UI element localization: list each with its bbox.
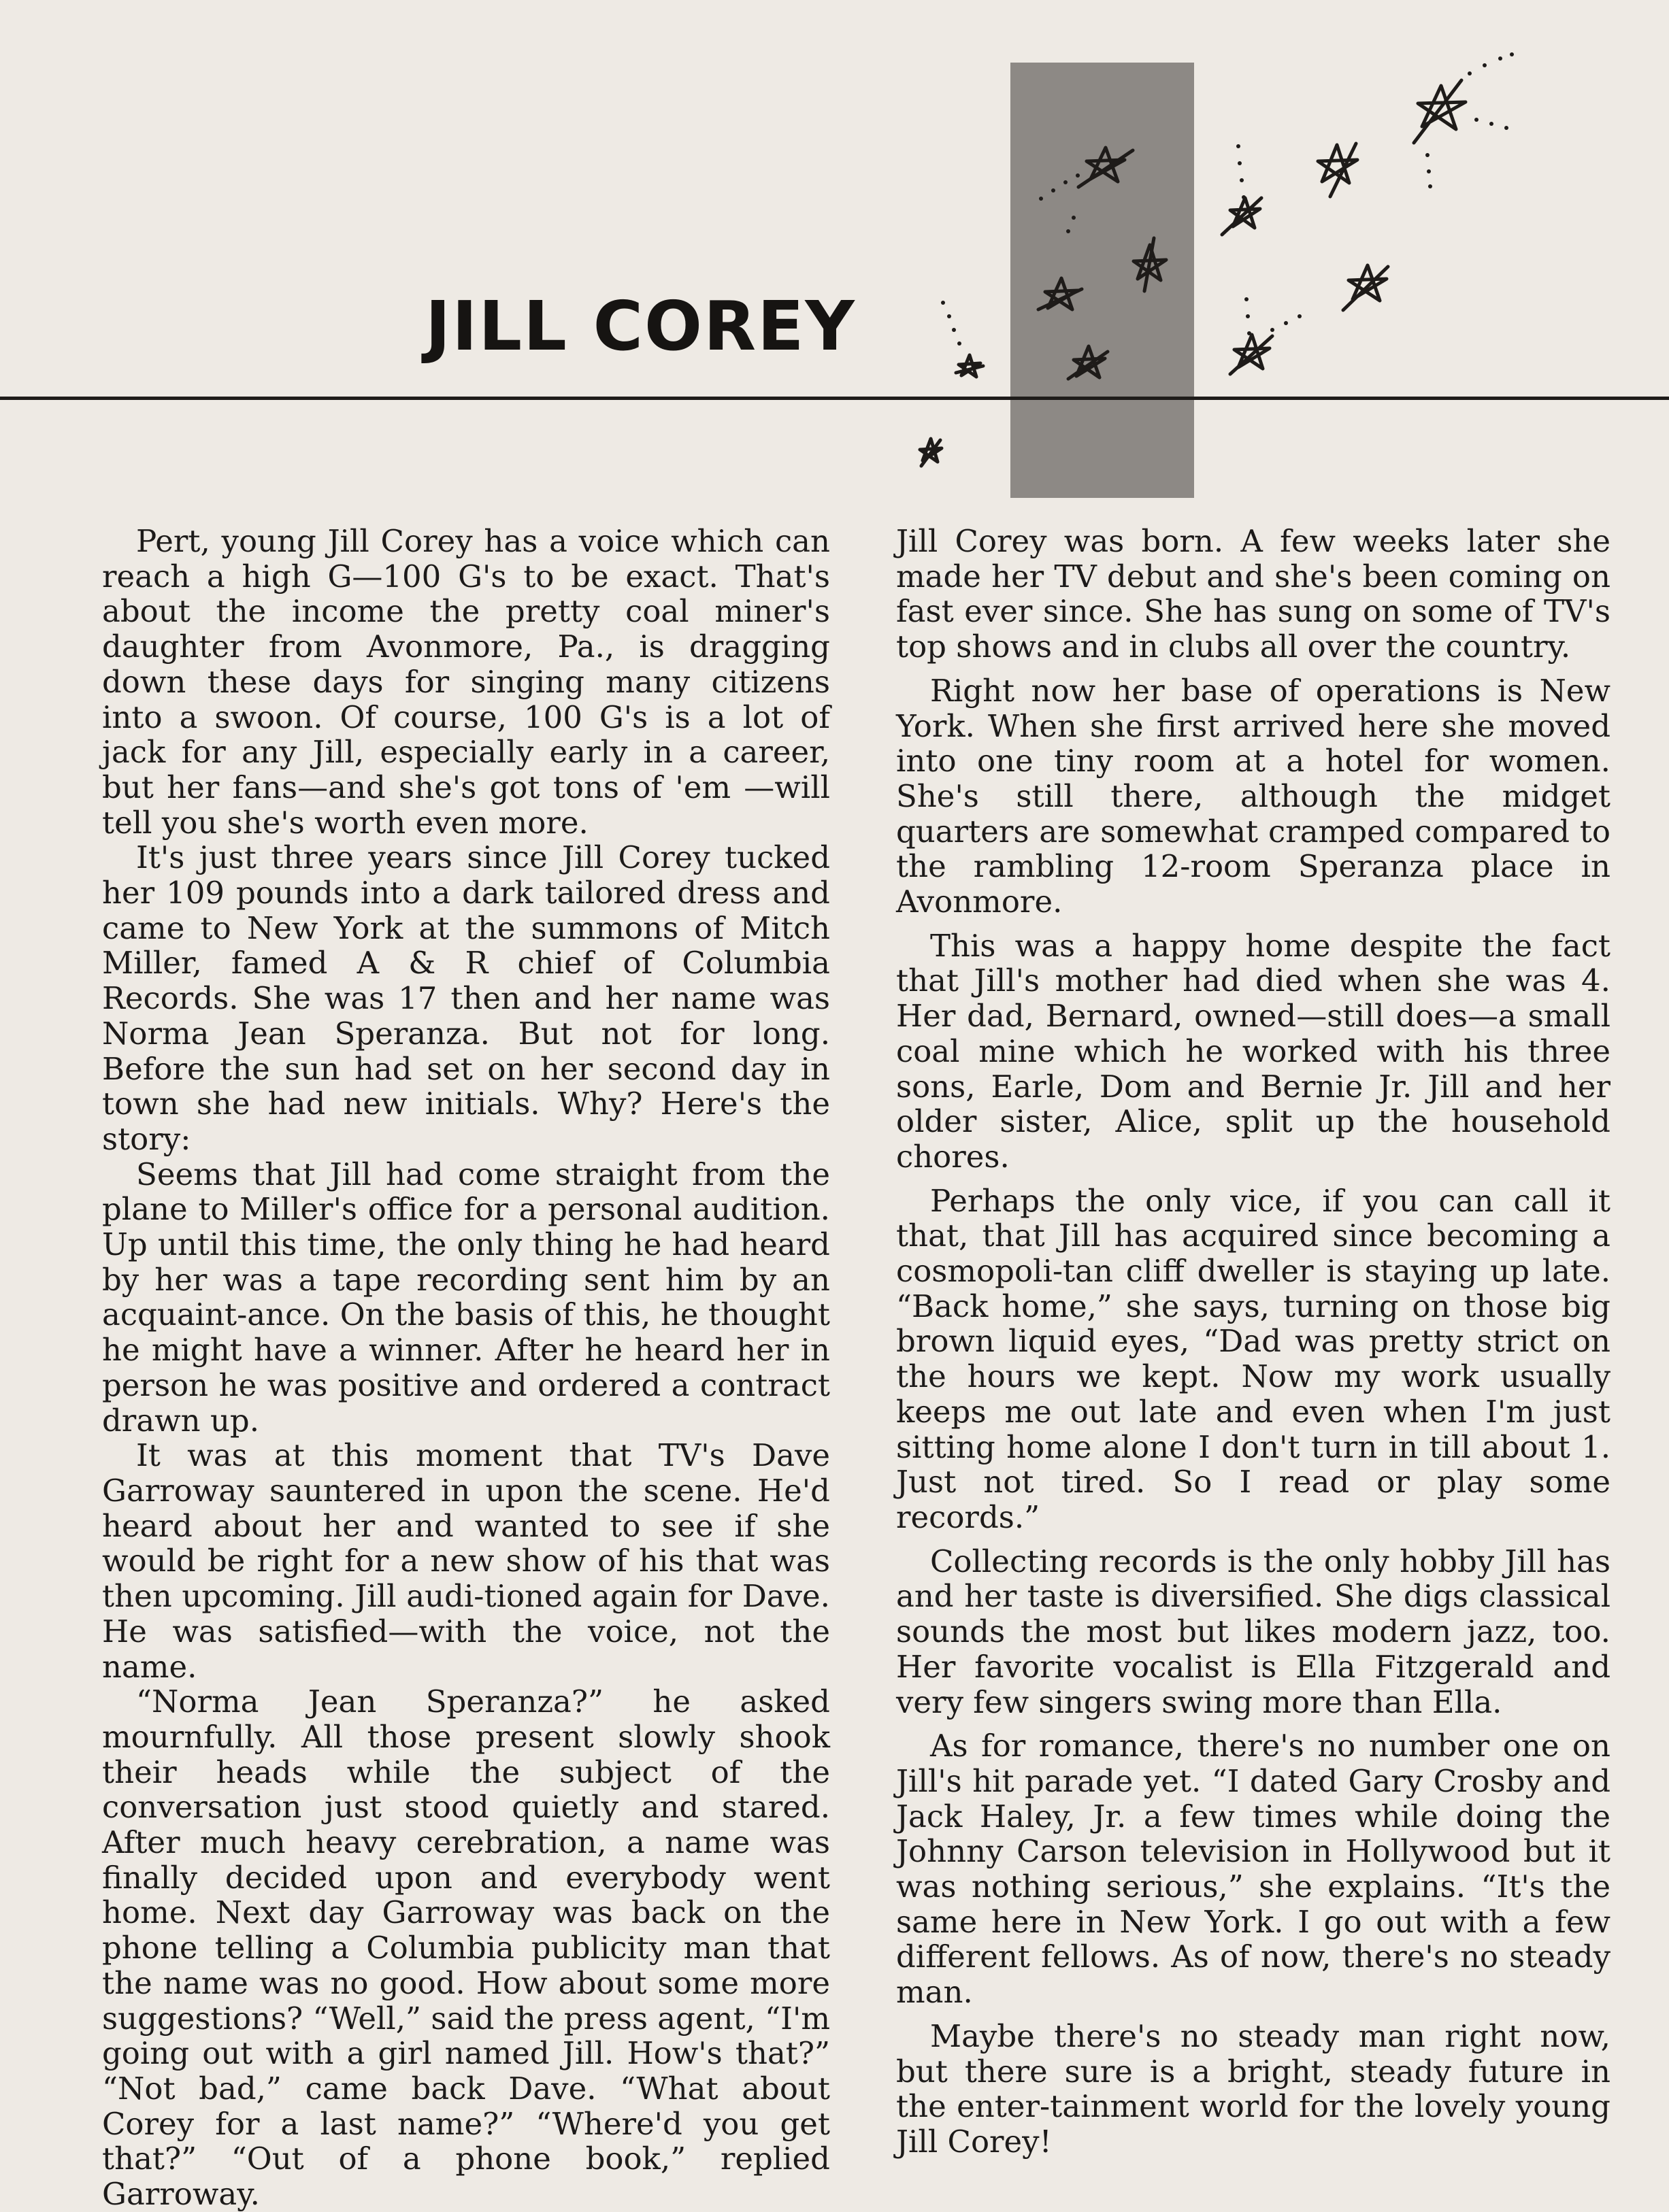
star-doodle-icon	[1318, 144, 1357, 197]
paragraph: “Norma Jean Speranza?” he asked mournfully. All those present slowly shook their heads while the subject of the conversation just stood quietly and stared. After much heavy cerebration, a name was finally decided upon and everybody went home. Next day Garroway was back on the phone telling a Columbia publicity man that the name was no good. How about some more suggestions? “Well,” said the press agent, “I'm going out with a girl named Jill. How's that?” “Not bad,” came back Dave. “What about Corey for a last name?” “Where'd you get that?” “Out of a phone book,” replied Garroway.	[102, 1683, 830, 2212]
paragraph: Perhaps the only vice, if you can call it that, that Jill has acquired since becoming a cosmopoli-tan cliff dweller is staying up late. “Back home,” she says, turning on those big brown liquid eyes, “Dad was pretty strict on the hours we kept. Now my work usually keeps me out late and even when I'm just sitting home alone I don't turn in till about 1. Just not tired. So I read or play some records.”	[896, 1182, 1610, 1535]
paragraph: Collecting records is the only hobby Jill has and her taste is diversified. She digs classical sounds the most but likes modern jazz, too. Her favorite vocalist is Ella Fitzgerald and very few singers swing more than Ella.	[896, 1543, 1610, 1720]
paragraph: As for romance, there's no number one on Jill's hit parade yet. “I dated Gary Crosby and Jack Haley, Jr. a few times while doing the Johnny Carson television in Hollywood but it was nothing serious,” she explains. “It's the same here in New York. I go out with a few different fellows. As of now, there's no steady man.	[896, 1728, 1610, 2011]
paragraph: This was a happy home despite the fact that Jill's mother had died when she was 4. Her dad, Bernard, owned—still does—a small coal mine which he worked with his three sons, Earle, Dom and Bernie Jr. Jill and her older sister, Alice, split up the household chores.	[896, 927, 1610, 1175]
star-doodle-icon	[956, 355, 983, 377]
horizontal-rule	[0, 397, 1669, 400]
star-doodle-icon	[1414, 80, 1466, 143]
star-doodle-icon	[1230, 335, 1272, 374]
left-column	[102, 524, 830, 2212]
paragraph: It's just three years since Jill Corey tucked her 109 pounds into a dark tailored dress and came to New York at the summons of Mitch Miller, famed A & R chief of Columbia Records. She was 17 then and her name was Norma Jean Speranza. But not for long. Before the sun had set on her second day in town she had new initials. Why? Here's the story:	[102, 839, 830, 1157]
decorative-gray-bar	[1010, 63, 1194, 498]
paragraph: Jill Corey was born. A few weeks later she made her TV debut and she's been coming on fast ever since. She has sung on some of TV's top shows and in clubs all over the country.	[896, 523, 1610, 665]
right-column	[896, 524, 1610, 2160]
paragraph: Seems that Jill had come straight from the plane to Miller's office for a personal audition. Up until this time, the only thing he had heard by her was a tape recording sent him by an acquaint-ance. On the basis of this, he thought he might have a winner. After he heard her in person he was positive and ordered a contract drawn up.	[102, 1156, 830, 1439]
star-doodles-illustration	[0, 0, 1669, 544]
paragraph: Right now her base of operations is New York. When she first arrived here she moved into one tiny room at a hotel for women. She's still there, although the midget quarters are somewhat cramped compared to the rambling 12-room Speranza place in Avonmore.	[896, 672, 1610, 920]
paragraph: It was at this moment that TV's Dave Garroway sauntered in upon the scene. He'd heard about her and wanted to see if she would be right for a new show of his that was then upcoming. Jill audi-tioned again for Dave. He was satisfied—with the voice, not the name.	[102, 1437, 830, 1685]
star-doodle-icon	[920, 439, 942, 466]
star-doodle-icon	[1343, 265, 1388, 310]
article-title: JILL COREY	[425, 286, 856, 366]
paragraph: Maybe there's no steady man right now, but there sure is a bright, steady future in the enter-tainment world for the lovely young Jill Corey!	[896, 2017, 1610, 2160]
paragraph: Pert, young Jill Corey has a voice which can reach a high G—100 G's to be exact. That's about the income the pretty coal miner's daughter from Avonmore, Pa., is dragging down these days for singing many citizens into a swoon. Of course, 100 G's is a lot of jack for any Jill, especially early in a career, but her fans—and she's got tons of 'em —will tell you she's worth even more.	[102, 523, 830, 841]
star-doodle-icon	[1222, 198, 1261, 235]
